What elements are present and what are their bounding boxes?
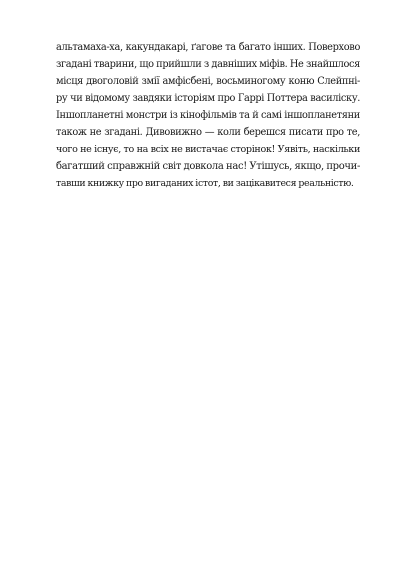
text-line: багатший справжній світ довкола нас! Утішусь, якщо, прочи- <box>56 161 360 172</box>
text-line: ру чи відомому завдяки історіям про Гаррі Поттера василіску. <box>56 93 360 104</box>
text-line: Іншопланетні монстри із кінофільмів та й самі іншопланетяни <box>56 110 360 121</box>
body-paragraph <box>56 39 360 192</box>
text-line: згадані тварини, що прийшли з давніших міфів. Не знайшлося <box>56 59 360 70</box>
text-line: місця двоголовій змії амфісбені, восьминогому коню Слейпні- <box>56 76 360 87</box>
text-line: альтамаха-ха, какундакарі, ґагове та багато інших. Поверхово <box>56 42 360 53</box>
text-line: тавши книжку про вигаданих істот, ви зацікавитеся реальністю. <box>56 178 354 189</box>
text-line: також не згадані. Дивовижно — коли берешся писати про те, <box>56 127 360 138</box>
text-line: чого не існує, то на всіх не вистачає сторінок! Уявіть, наскільки <box>56 144 360 155</box>
